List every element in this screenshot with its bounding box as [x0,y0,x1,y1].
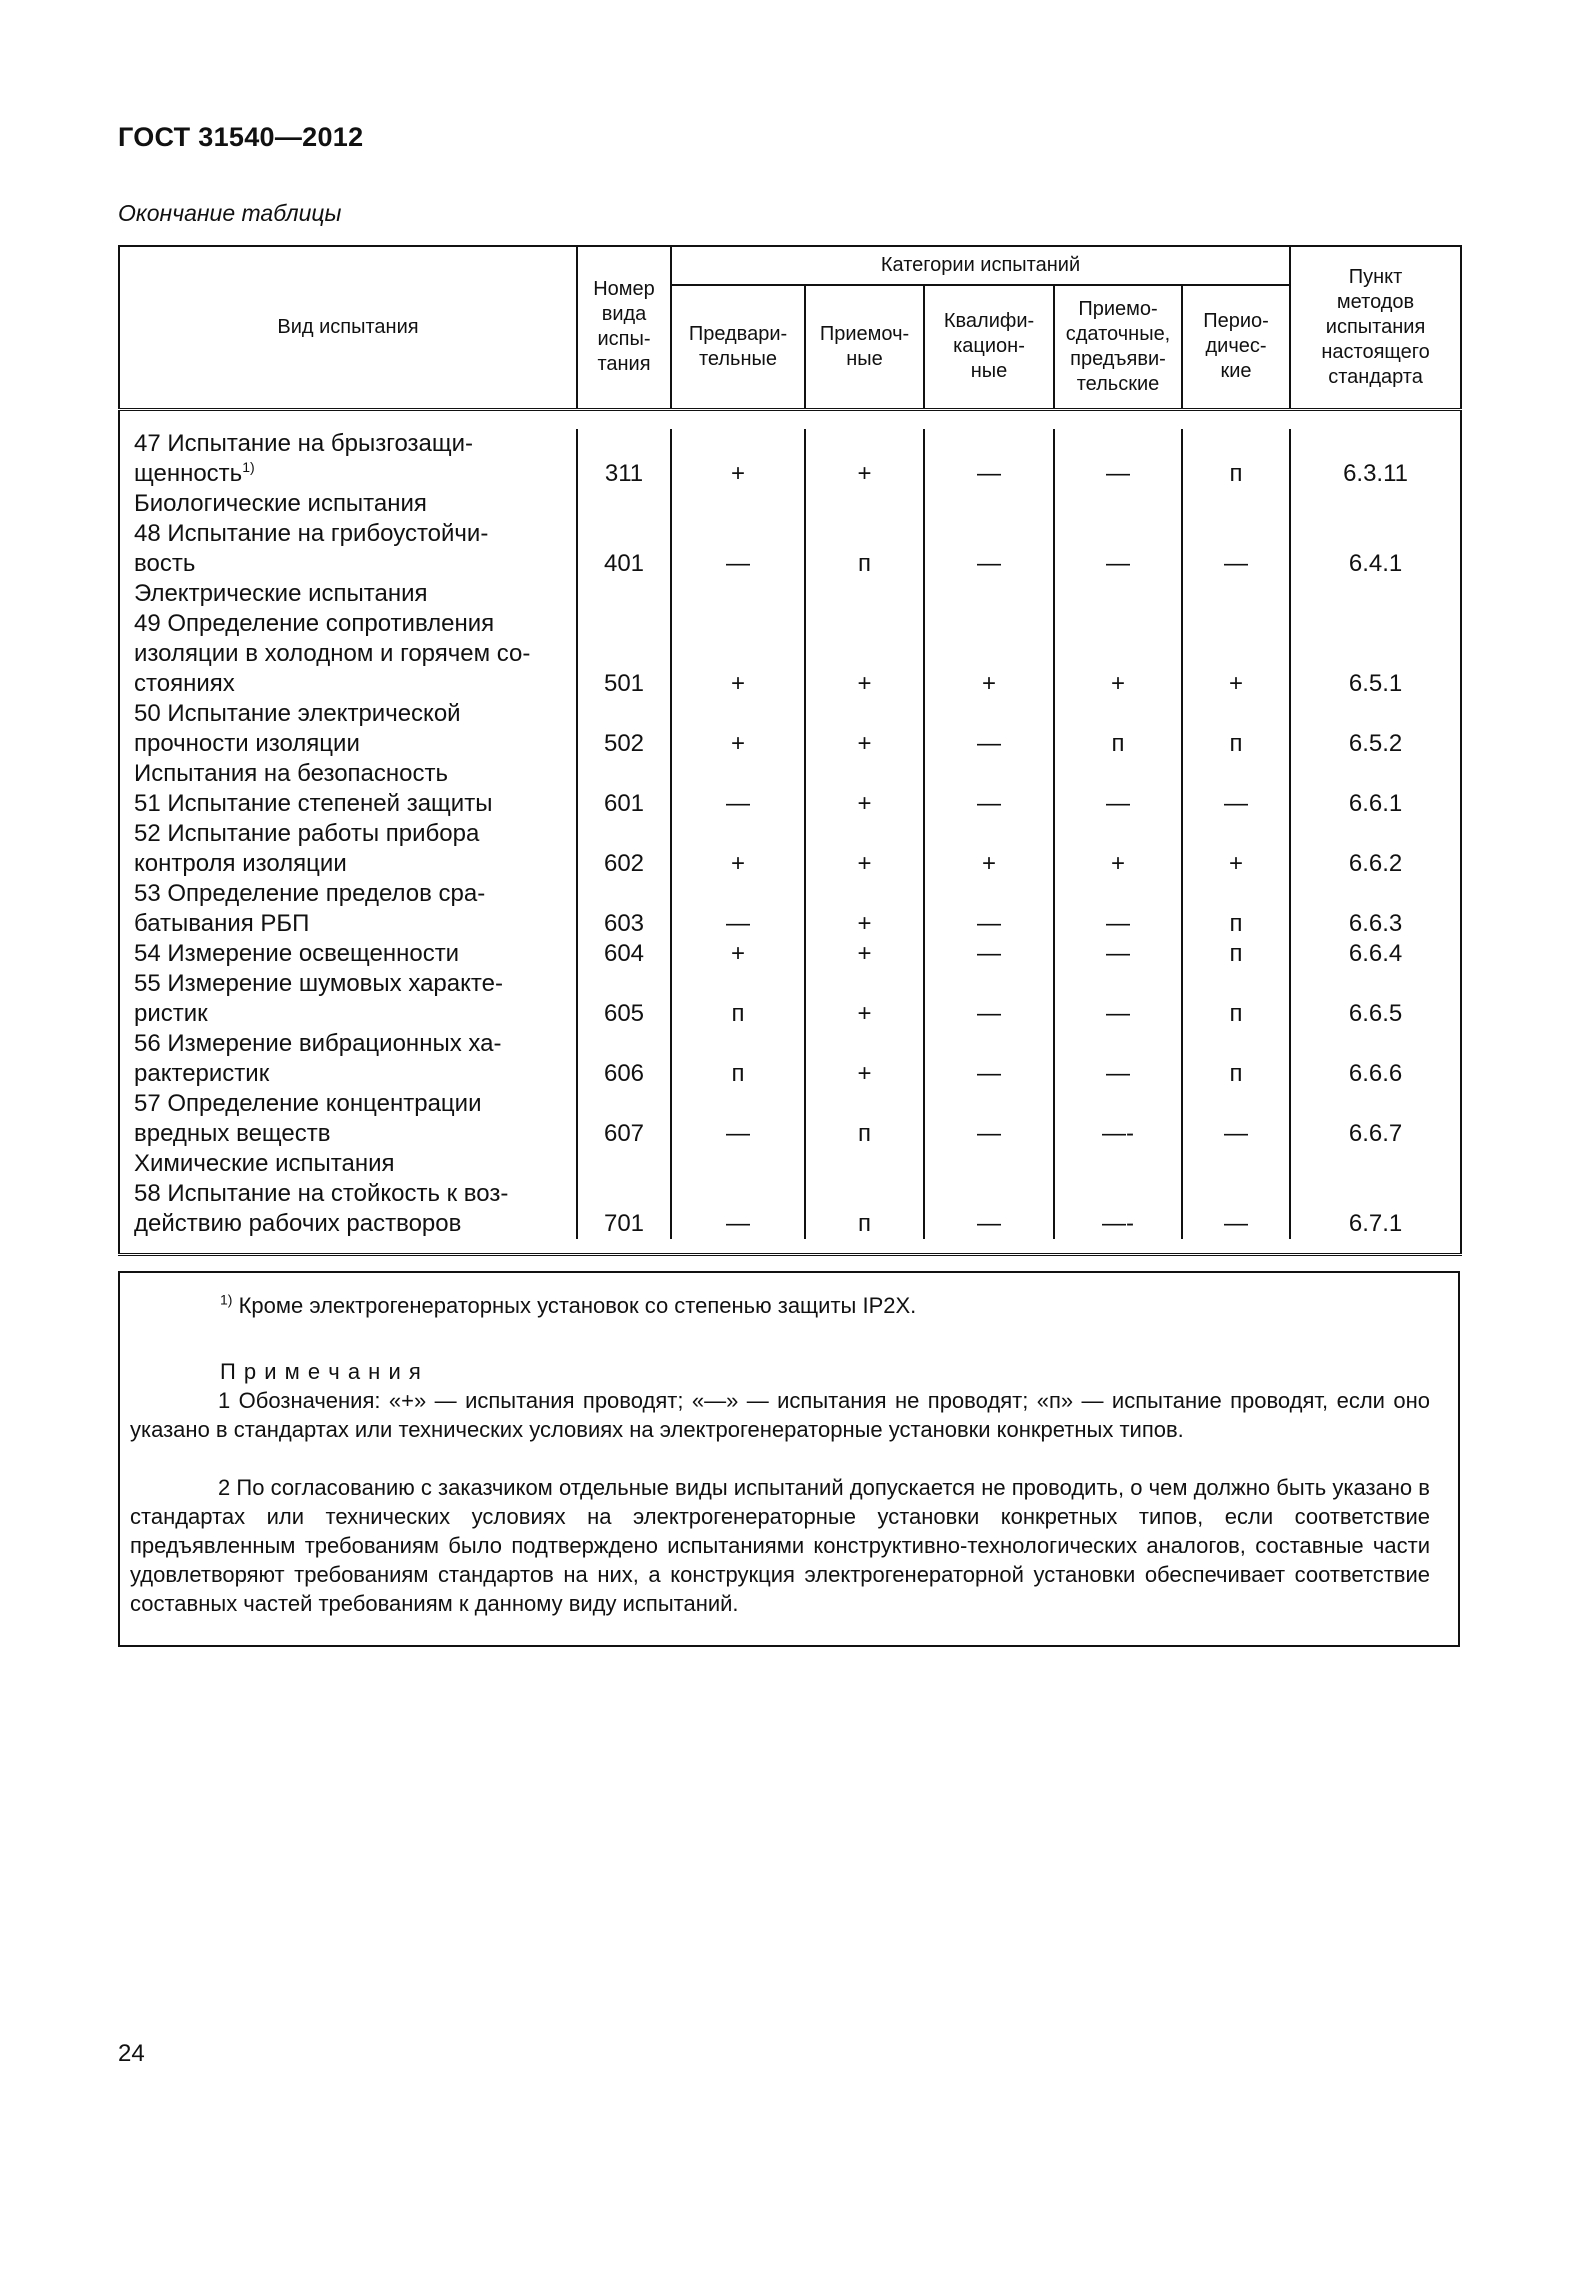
row-name: 55 Измерение шумовых характе- [119,969,577,999]
row-mark [671,759,805,789]
row-method [1290,969,1461,999]
row-number [577,1029,671,1059]
row-name: рактеристик [119,1059,577,1089]
row-mark [671,1089,805,1119]
table-row [119,1029,1461,1059]
row-number [577,1089,671,1119]
row-name: стояниях [119,669,577,699]
row-mark: — [1054,789,1182,819]
row-mark: п [671,1059,805,1089]
row-mark [671,519,805,549]
row-mark [1054,1179,1182,1209]
row-mark [805,579,924,609]
row-number: 605 [577,999,671,1029]
row-mark [671,1149,805,1179]
header-qualification: Квалифи- кацион- ные [924,285,1054,409]
row-mark [1054,879,1182,909]
row-mark: — [1182,1119,1290,1149]
row-number: 606 [577,1059,671,1089]
row-number [577,1149,671,1179]
row-mark [671,609,805,639]
row-method [1290,609,1461,639]
document-id: ГОСТ 31540—2012 [118,122,364,152]
row-mark [671,1179,805,1209]
row-mark [805,639,924,669]
row-number [577,609,671,639]
table-row [119,939,1461,969]
header-preliminary: Предвари- тельные [671,285,805,409]
row-mark: — [671,789,805,819]
header-periodic: Перио- дичес- кие [1182,285,1290,409]
row-mark: — [924,999,1054,1029]
row-mark: + [924,849,1054,879]
row-method: 6.6.4 [1290,939,1461,969]
row-name: щенность$^{1)}$ [119,459,577,489]
row-mark: — [924,939,1054,969]
row-mark: п [805,1119,924,1149]
notes-box [118,1271,1460,1647]
row-number [577,519,671,549]
row-method [1290,1089,1461,1119]
row-mark [805,1029,924,1059]
table-row [119,1059,1461,1089]
table-row [119,609,1461,639]
table-row [119,879,1461,909]
row-name: действию рабочих растворов [119,1209,577,1239]
table-row [119,1209,1461,1239]
row-mark: — [1054,1059,1182,1089]
row-mark: п [1182,729,1290,759]
table-row [119,789,1461,819]
header-number: Номер вида испы- тания [577,246,671,409]
row-mark: — [924,1119,1054,1149]
row-name: батывания РБП [119,909,577,939]
row-method [1290,489,1461,519]
row-method [1290,429,1461,459]
row-number [577,1179,671,1209]
row-mark: — [1054,939,1182,969]
row-mark: п [805,1209,924,1239]
row-method [1290,879,1461,909]
row-mark [924,969,1054,999]
row-mark [1182,1029,1290,1059]
row-number: 602 [577,849,671,879]
header-acceptance: Приемоч- ные [805,285,924,409]
row-mark: — [671,1119,805,1149]
row-mark [1054,1089,1182,1119]
row-mark: — [1182,1209,1290,1239]
row-mark: п [1182,459,1290,489]
row-number: 502 [577,729,671,759]
row-mark [671,489,805,519]
page-number: 24 [118,2040,145,2067]
row-name: Биологические испытания [119,489,577,519]
footnote: $^{1)}$ Кроме электрогенераторных установок со степенью защиты IP2X. [220,1291,917,1318]
row-number: 607 [577,1119,671,1149]
row-mark [1054,819,1182,849]
row-mark [924,1149,1054,1179]
row-mark: + [805,729,924,759]
row-method [1290,1179,1461,1209]
row-mark [924,1179,1054,1209]
row-method: 6.7.1 [1290,1209,1461,1239]
row-name: 51 Испытание степеней защиты [119,789,577,819]
row-mark [1182,969,1290,999]
row-mark: п [805,549,924,579]
row-mark: + [671,939,805,969]
note-1: 1 Обозначения: «+» — испытания проводят; «—» — испытания не проводят; «п» — испытание проводят, если оно указано в стандартах или технических условиях на электрогенераторные установки конкретных типов. [130,1388,1430,1442]
row-mark: — [1054,549,1182,579]
row-mark [671,879,805,909]
row-mark: + [805,849,924,879]
row-mark [1182,639,1290,669]
row-number: 501 [577,669,671,699]
row-mark [1054,969,1182,999]
row-name: 53 Определение пределов сра- [119,879,577,909]
row-mark [1054,699,1182,729]
row-number: 701 [577,1209,671,1239]
header-method: Пункт методов испытания настоящего стандарта [1290,246,1461,409]
row-mark: — [924,1059,1054,1089]
row-number [577,879,671,909]
row-mark: — [924,909,1054,939]
row-name: 49 Определение сопротивления [119,609,577,639]
table-row [119,819,1461,849]
row-mark [1182,1089,1290,1119]
row-mark [805,969,924,999]
row-mark: + [671,459,805,489]
table-row [119,1089,1461,1119]
row-method: 6.6.6 [1290,1059,1461,1089]
row-name: 50 Испытание электрической [119,699,577,729]
row-mark: п [671,999,805,1029]
row-mark [805,1179,924,1209]
row-mark: + [1054,849,1182,879]
row-mark [671,429,805,459]
row-mark [1182,609,1290,639]
row-name: Химические испытания [119,1149,577,1179]
row-method [1290,819,1461,849]
row-mark: — [924,789,1054,819]
row-mark: + [924,669,1054,699]
table-row [119,909,1461,939]
row-name: вредных веществ [119,1119,577,1149]
row-mark [924,519,1054,549]
row-mark: п [1182,1059,1290,1089]
row-mark [924,759,1054,789]
row-mark [671,579,805,609]
row-number [577,759,671,789]
row-mark [924,639,1054,669]
row-mark: п [1054,729,1182,759]
row-mark [1054,609,1182,639]
row-mark [1054,759,1182,789]
row-method [1290,579,1461,609]
row-mark [1182,819,1290,849]
row-mark: — [671,549,805,579]
row-method [1290,1149,1461,1179]
row-method: 6.6.1 [1290,789,1461,819]
row-number [577,489,671,519]
row-mark: п [1182,939,1290,969]
row-mark [805,429,924,459]
row-mark [1182,759,1290,789]
row-mark [805,1089,924,1119]
row-mark [671,699,805,729]
row-mark [805,519,924,549]
note-2: 2 По согласованию с заказчиком отдельные виды испытаний допускается не проводить, о чем должно быть указано в стандартах или технических условиях на электрогенераторные установки конкретных типов, если соответствие предъявленным требованиям было подтверждено испытаниями конструктивно-технологических аналогов, составные части удовлетворяют требованиям стандартов на них, а конструкция электрогенераторной установки обеспечивает соответствие составных частей требованиям к данному виду испытаний. [130,1475,1430,1616]
row-method: 6.6.3 [1290,909,1461,939]
table-row [119,429,1461,459]
row-mark: + [805,669,924,699]
table-row [119,639,1461,669]
row-mark [805,609,924,639]
table-row [119,699,1461,729]
row-mark [924,1029,1054,1059]
row-mark: —- [1054,1119,1182,1149]
row-mark [1054,639,1182,669]
row-number [577,639,671,669]
row-mark [805,759,924,789]
row-mark [671,639,805,669]
table-row [119,849,1461,879]
row-mark [1182,1149,1290,1179]
row-mark [805,489,924,519]
table-row [119,1119,1461,1149]
row-name: 58 Испытание на стойкость к воз- [119,1179,577,1209]
row-number [577,699,671,729]
row-mark: — [924,1209,1054,1239]
row-mark: — [924,459,1054,489]
row-mark: + [805,789,924,819]
row-mark: + [805,459,924,489]
row-method: 6.4.1 [1290,549,1461,579]
notes-heading: П р и м е ч а н и я [220,1359,422,1384]
row-name: 57 Определение концентрации [119,1089,577,1119]
row-mark: + [805,909,924,939]
table-row [119,729,1461,759]
row-mark [924,819,1054,849]
row-mark: + [1054,669,1182,699]
row-number [577,579,671,609]
row-name: вость [119,549,577,579]
row-mark: + [671,669,805,699]
row-name: ристик [119,999,577,1029]
row-mark [924,429,1054,459]
row-mark: —- [1054,1209,1182,1239]
table-row [119,999,1461,1029]
row-mark: + [671,729,805,759]
row-mark [1182,489,1290,519]
row-name: 48 Испытание на грибоустойчи- [119,519,577,549]
row-mark: + [805,999,924,1029]
row-number: 601 [577,789,671,819]
row-mark: п [1182,999,1290,1029]
row-mark: — [671,909,805,939]
table-row [119,579,1461,609]
row-mark [671,1029,805,1059]
row-mark [1182,429,1290,459]
tests-table [118,245,1462,1256]
row-mark: — [924,549,1054,579]
row-method [1290,1029,1461,1059]
row-mark: + [805,939,924,969]
row-mark [1054,489,1182,519]
row-method: 6.5.2 [1290,729,1461,759]
row-mark [805,699,924,729]
row-name: 56 Измерение вибрационных ха- [119,1029,577,1059]
row-mark [924,579,1054,609]
row-mark [1054,429,1182,459]
row-mark [924,489,1054,519]
row-method [1290,639,1461,669]
row-mark: + [1182,669,1290,699]
row-mark [1054,519,1182,549]
table-row [119,1149,1461,1179]
row-number: 311 [577,459,671,489]
row-mark: — [924,729,1054,759]
row-number [577,429,671,459]
row-number: 603 [577,909,671,939]
table-caption: Окончание таблицы [118,200,342,226]
row-name: изоляции в холодном и горячем со- [119,639,577,669]
row-name: 47 Испытание на брызгозащи- [119,429,577,459]
row-mark [924,609,1054,639]
row-name: Электрические испытания [119,579,577,609]
row-mark: — [1054,459,1182,489]
row-name: Испытания на безопасность [119,759,577,789]
row-name: прочности изоляции [119,729,577,759]
row-number: 604 [577,939,671,969]
row-method: 6.6.7 [1290,1119,1461,1149]
row-mark: + [671,849,805,879]
row-mark [671,819,805,849]
row-mark: — [1182,789,1290,819]
row-number [577,969,671,999]
row-mark [1182,879,1290,909]
row-method [1290,699,1461,729]
row-method: 6.6.5 [1290,999,1461,1029]
row-number: 401 [577,549,671,579]
row-mark [924,879,1054,909]
row-method: 6.6.2 [1290,849,1461,879]
row-mark [924,1089,1054,1119]
table-row [119,549,1461,579]
row-mark: — [671,1209,805,1239]
row-mark: — [1054,909,1182,939]
row-mark: п [1182,909,1290,939]
row-mark [1182,1179,1290,1209]
header-handover: Приемо- сдаточные, предъяви- тельские [1054,285,1182,409]
row-method [1290,519,1461,549]
row-mark [1182,699,1290,729]
row-method: 6.3.11 [1290,459,1461,489]
row-mark [924,699,1054,729]
row-mark [1054,1029,1182,1059]
table-row [119,459,1461,489]
table-row [119,669,1461,699]
row-mark [805,879,924,909]
row-mark [805,1149,924,1179]
header-test-type: Вид испытания [119,246,577,409]
row-mark: — [1182,549,1290,579]
row-mark [1054,1149,1182,1179]
row-mark: + [805,1059,924,1089]
row-number [577,819,671,849]
row-mark [805,819,924,849]
table-row [119,969,1461,999]
row-name: 52 Испытание работы прибора [119,819,577,849]
table-row [119,519,1461,549]
table-row [119,1179,1461,1209]
row-mark: — [1054,999,1182,1029]
row-method [1290,759,1461,789]
table-row [119,759,1461,789]
row-method: 6.5.1 [1290,669,1461,699]
row-name: 54 Измерение освещенности [119,939,577,969]
row-mark [671,969,805,999]
table-row [119,489,1461,519]
row-name: контроля изоляции [119,849,577,879]
header-categories: Категории испытаний [671,246,1290,285]
row-mark: + [1182,849,1290,879]
row-mark [1182,519,1290,549]
row-mark [1182,579,1290,609]
row-mark [1054,579,1182,609]
